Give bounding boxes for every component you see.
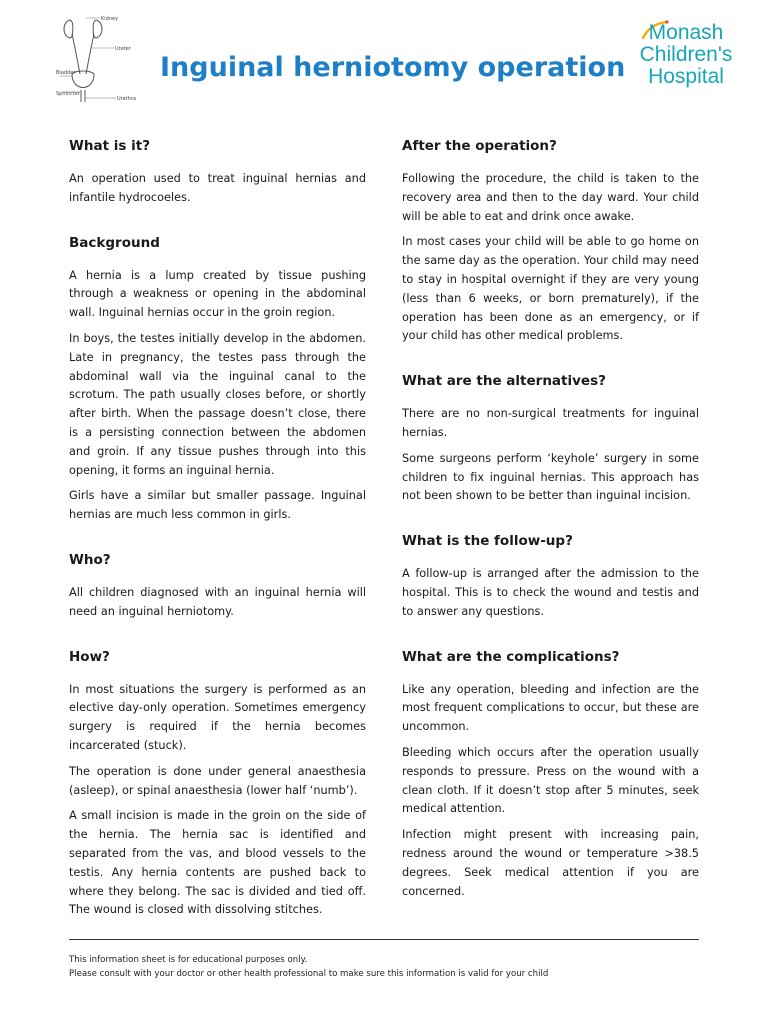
page-title: Inguinal herniotomy operation [160,52,626,83]
urinary-system-diagram [56,12,148,104]
section-heading: What are the alternatives? [402,373,606,390]
section-background [69,235,366,525]
section-paragraph: In most cases your child will be able to go home on the same day as the operation. Your child may need to stay in hospital overnight if they are very young (less than 6 weeks, or born prematurely), if the operation has been done as an emergency, or if your child has other medical problems. [402,235,699,343]
section-paragraph: The operation is done under general anaesthesia (asleep), or spinal anaesthesia (lower half ‘numb’). [69,764,366,797]
section-paragraph: Some surgeons perform ‘keyhole’ surgery in some children to fix inguinal hernias. This approach has not been shown to be better than inguinal incision. [402,451,699,503]
section-paragraph: In most situations the surgery is performed as an elective day-only operation. Sometimes emergency surgery is required if the hernia becomes incarcerated (stuck). [69,682,366,752]
section-heading: How? [69,648,110,665]
section-what-is-it [69,138,366,208]
diagram-label-sphincter: Sphincter [56,91,80,97]
section-how [69,649,366,921]
section-heading: Who? [69,551,111,568]
section-heading: What are the complications? [402,648,620,665]
section-paragraph: Following the procedure, the child is taken to the recovery area and then to the day ward. Your child will be able to eat and drink once awake. [402,172,699,223]
diagram-label-urethra: Urethra [117,96,136,102]
logo-line-monash: Monash [648,21,724,44]
section-alternatives [402,373,699,506]
footer-disclaimer-line-2: Please consult with your doctor or other health professional to make sure this information is valid for your child [69,968,549,979]
section-paragraph: A follow-up is arranged after the admission to the hospital. This is to check the wound and testis and to answer any questions. [402,567,699,618]
footer-disclaimer-line-1: This information sheet is for educational purposes only. [69,955,308,965]
section-paragraph: Like any operation, bleeding and infection are the most frequent complications to occur, but these are uncommon. [402,682,699,734]
section-paragraph: An operation used to treat inguinal hernias and infantile hydrocoeles. [69,172,366,204]
left-column [69,138,366,927]
section-heading: After the operation? [402,138,557,154]
section-paragraph: All children diagnosed with an inguinal hernia will need an inguinal herniotomy. [69,585,366,618]
right-column [402,138,699,908]
section-follow-up [402,533,699,621]
section-heading: Background [69,234,160,251]
section-heading: What is it? [69,138,151,154]
section-paragraph: In boys, the testes initially develop in the abdomen. Late in pregnancy, the testes pass through the abdominal wall via the inguinal canal to the scrotum. The path usually closes before, or shortly after birth. When the passage doesn’t close, there is a persisting connection between the abdomen and groin. If any tissue pushes through into this opening, it forms an inguinal hernia. [69,331,366,477]
diagram-label-ureter: Ureter [115,46,131,52]
hospital-logo [626,20,746,92]
section-paragraph: A small incision is made in the groin on the side of the hernia. The hernia sac is identified and separated from the vas, and blood vessels to the testis. Any hernia contents are pushed back to where they belong. The sac is divided and tied off. The wound is closed with dissolving stitches. [69,809,366,917]
logo-line-childrens: Children's [639,43,733,66]
section-complications [402,649,699,902]
section-heading: What is the follow-up? [402,533,573,550]
diagram-label-bladder: Bladder [56,70,76,76]
footer [69,954,709,981]
section-paragraph: Girls have a similar but smaller passage. Inguinal hernias are much less common in girls. [69,489,366,522]
section-paragraph: Bleeding which occurs after the operation usually responds to pressure. Press on the wound with a clean cloth. If it doesn’t stop after 5 minutes, seek medical attention. [402,745,699,816]
footer-divider [69,939,699,940]
logo-line-hospital: Hospital [648,65,724,88]
section-paragraph: A hernia is a lump created by tissue pushing through a weakness or opening in the abdominal wall. Inguinal hernias occur in the groin region. [69,268,366,320]
section-who [69,552,366,622]
section-paragraph: Infection might present with increasing pain, redness around the wound or temperature >38.5 degrees. Seek medical attention if you are concerned. [402,828,699,898]
diagram-label-kidney: Kidney [101,16,119,22]
section-after-the-operation [402,138,699,346]
section-paragraph: There are no non-surgical treatments for inguinal hernias. [402,407,699,439]
